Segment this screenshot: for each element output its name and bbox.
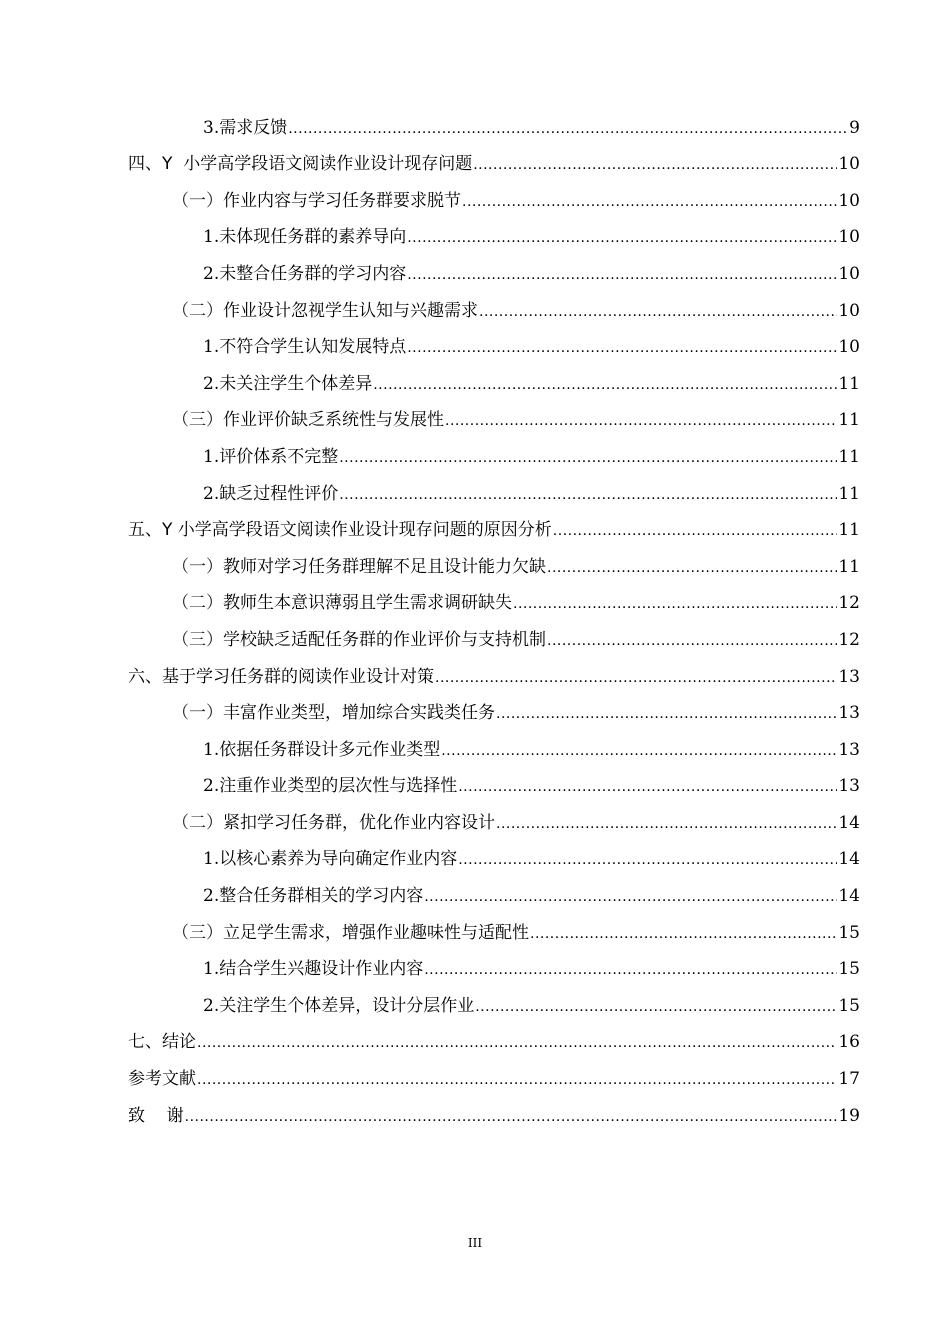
toc-dot-leader	[424, 887, 837, 907]
toc-entry[interactable]	[0, 1059, 950, 1096]
toc-dot-leader	[197, 1033, 837, 1053]
toc-dot-leader	[339, 485, 837, 505]
toc-entry-number: （一）	[172, 703, 223, 724]
toc-entry[interactable]	[0, 474, 950, 511]
toc-entry-line	[203, 264, 860, 285]
toc-entry[interactable]	[0, 254, 950, 291]
toc-entry-line	[172, 703, 860, 724]
toc-dot-leader	[458, 777, 837, 797]
toc-entry[interactable]	[0, 328, 950, 365]
toc-entry-page: 11	[838, 556, 860, 577]
toc-entry-line	[172, 630, 860, 651]
toc-entry-line	[172, 557, 860, 578]
toc-entry[interactable]	[0, 876, 950, 913]
toc-dot-leader	[435, 668, 837, 688]
toc-entry-line	[203, 959, 860, 980]
toc-entry-line	[172, 191, 860, 212]
toc-dot-leader	[373, 375, 837, 395]
toc-entry[interactable]	[0, 840, 950, 877]
toc-entry[interactable]	[0, 657, 950, 694]
toc-dot-leader	[462, 192, 837, 212]
toc-dot-leader	[407, 338, 837, 358]
toc-entry[interactable]	[0, 986, 950, 1023]
toc-entry-title: 结合学生兴趣设计作业内容	[219, 959, 424, 980]
toc-entry-title: Y 小学高学段语文阅读作业设计现存问题	[162, 154, 473, 175]
toc-entry[interactable]	[0, 913, 950, 950]
toc-entry[interactable]	[0, 730, 950, 767]
toc-entry-page: 13	[838, 739, 860, 760]
toc-entry-title: 缺乏过程性评价	[219, 483, 339, 504]
toc-entry-number: （二）	[172, 593, 223, 614]
toc-entry-page: 15	[838, 959, 860, 980]
toc-entry[interactable]	[0, 145, 950, 182]
toc-dot-leader	[530, 924, 837, 944]
toc-entry-title: 致 谢	[128, 1105, 184, 1126]
toc-entry-number: 1.	[203, 959, 220, 980]
toc-entry-number: （三）	[172, 629, 223, 650]
toc-entry-line	[203, 227, 860, 248]
toc-entry-page: 10	[838, 300, 860, 321]
toc-entry-number: 七、	[128, 1032, 162, 1053]
toc-entry-number: 1.	[203, 849, 220, 870]
toc-entry-number: 1.	[203, 337, 220, 358]
toc-entry-line	[128, 520, 860, 541]
toc-entry-page: 13	[838, 666, 860, 687]
toc-entry-page: 10	[838, 263, 860, 284]
toc-entry-title: 紧扣学习任务群，优化作业内容设计	[223, 812, 495, 833]
toc-entry-line	[128, 154, 860, 175]
toc-dot-leader	[407, 228, 837, 248]
toc-entry[interactable]	[0, 511, 950, 548]
toc-entry-number: 四、	[128, 154, 162, 175]
toc-entry-number: 2.	[203, 776, 220, 797]
toc-dot-leader	[496, 704, 837, 724]
toc-entry-number: 1.	[203, 227, 220, 248]
toc-entry-line	[203, 740, 860, 761]
toc-entry-page: 11	[838, 446, 860, 467]
toc-entry[interactable]	[0, 767, 950, 804]
toc-dot-leader	[424, 960, 837, 980]
toc-entry[interactable]	[0, 620, 950, 657]
toc-dot-leader	[513, 594, 837, 614]
toc-entry-line	[203, 484, 860, 505]
toc-entry-line	[128, 667, 860, 688]
toc-dot-leader	[458, 850, 837, 870]
toc-dot-leader	[197, 1070, 837, 1090]
toc-entry-title: 教师对学习任务群理解不足且设计能力欠缺	[223, 556, 546, 577]
toc-entry-number: 2.	[203, 995, 220, 1016]
toc-entry-page: 11	[838, 520, 860, 541]
toc-dot-leader	[441, 741, 837, 761]
toc-entry-number: 1.	[203, 739, 220, 760]
toc-entry[interactable]	[0, 547, 950, 584]
toc-entry-title: 不符合学生认知发展特点	[219, 337, 407, 358]
toc-entry-page: 10	[838, 190, 860, 211]
toc-entry-number: 1.	[203, 446, 220, 467]
toc-entry-line	[172, 813, 860, 834]
toc-entry-line	[203, 374, 860, 395]
toc-dot-leader	[288, 119, 848, 139]
toc-entry-line	[203, 996, 860, 1017]
toc-entry-number: 六、	[128, 666, 162, 687]
toc-entry-line	[203, 337, 860, 358]
toc-entry[interactable]	[0, 584, 950, 621]
toc-entry-line	[128, 1069, 860, 1090]
toc-entry-page: 13	[838, 703, 860, 724]
toc-entry-page: 12	[838, 629, 860, 650]
toc-entry-line	[203, 447, 860, 468]
toc-entry[interactable]	[0, 803, 950, 840]
toc-dot-leader	[185, 1107, 838, 1127]
toc-entry-line	[172, 593, 860, 614]
toc-entry[interactable]	[0, 437, 950, 474]
toc-entry-page: 14	[838, 849, 860, 870]
toc-dot-leader	[473, 155, 837, 175]
toc-entry-title: 评价体系不完整	[219, 446, 339, 467]
toc-entry-number: （一）	[172, 556, 223, 577]
toc-dot-leader	[496, 814, 837, 834]
toc-entry-title: 学校缺乏适配任务群的作业评价与支持机制	[223, 629, 546, 650]
toc-entry-line	[128, 1032, 860, 1053]
toc-entry-page: 19	[838, 1105, 860, 1126]
toc-entry-page: 14	[838, 886, 860, 907]
toc-entry-title: 依据任务群设计多元作业类型	[219, 739, 441, 760]
toc-entry-number: （三）	[172, 410, 223, 431]
toc-entry-title: 基于学习任务群的阅读作业设计对策	[162, 666, 434, 687]
toc-dot-leader	[547, 631, 837, 651]
toc-entry[interactable]	[0, 694, 950, 731]
toc-entry-page: 10	[838, 337, 860, 358]
toc-entry-page: 12	[838, 593, 860, 614]
toc-entry-line	[172, 301, 860, 322]
toc-entry-title: 参考文献	[128, 1069, 196, 1090]
toc-entry[interactable]	[0, 291, 950, 328]
toc-entry-line	[203, 849, 860, 870]
toc-dot-leader	[407, 265, 837, 285]
toc-entry[interactable]	[0, 1096, 950, 1133]
toc-entry-title: 需求反馈	[219, 117, 288, 138]
toc-entry-line	[203, 118, 860, 139]
toc-entry-number: 2.	[203, 373, 220, 394]
toc-entry-page: 11	[838, 483, 860, 504]
toc-entry-page: 9	[849, 117, 860, 138]
toc-entry-number: 2.	[203, 483, 220, 504]
toc-entry-number: （三）	[172, 922, 223, 943]
toc-entry-title: 以核心素养为导向确定作业内容	[219, 849, 458, 870]
toc-dot-leader	[445, 411, 837, 431]
toc-entry-title: 未整合任务群的学习内容	[219, 263, 407, 284]
toc-entry-title: 结论	[162, 1032, 196, 1053]
toc-entry[interactable]	[0, 401, 950, 438]
toc-entry-title: 立足学生需求，增强作业趣味性与适配性	[223, 922, 529, 943]
toc-entry-page: 16	[838, 1032, 860, 1053]
toc-entry-title: 教师生本意识薄弱且学生需求调研缺失	[223, 593, 512, 614]
toc-entry-title: 作业评价缺乏系统性与发展性	[223, 410, 444, 431]
toc-entry-title: 作业设计忽视学生认知与兴趣需求	[223, 300, 478, 321]
toc-entry-line	[203, 776, 860, 797]
toc-entry-title: 作业内容与学习任务群要求脱节	[223, 190, 461, 211]
toc-entry[interactable]	[0, 108, 950, 145]
toc-entry[interactable]	[0, 1023, 950, 1060]
toc-entry-number: 五、	[128, 520, 162, 541]
toc-entry-page: 10	[838, 154, 860, 175]
toc-entry-line	[203, 886, 860, 907]
toc-dot-leader	[553, 521, 838, 541]
toc-entry-page: 15	[838, 995, 860, 1016]
toc-entry-title: Y 小学高学段语文阅读作业设计现存问题的原因分析	[162, 520, 552, 541]
toc-entry-number: （二）	[172, 300, 223, 321]
toc-entry-line	[128, 1106, 860, 1127]
page-number: III	[467, 1236, 483, 1250]
toc-entry-page: 11	[838, 410, 860, 431]
toc-entry-title: 注重作业类型的层次性与选择性	[219, 776, 458, 797]
toc-entry-page: 17	[838, 1069, 860, 1090]
toc-entry-title: 未关注学生个体差异	[219, 373, 373, 394]
toc-dot-leader	[479, 302, 837, 322]
toc-entry-page: 15	[838, 922, 860, 943]
toc-entry-number: 3.	[203, 117, 220, 138]
toc-dot-leader	[339, 448, 837, 468]
table-of-contents	[0, 108, 950, 1133]
toc-entry[interactable]	[0, 218, 950, 255]
toc-entry[interactable]	[0, 950, 950, 987]
toc-entry-page: 11	[838, 373, 860, 394]
toc-entry-page: 13	[838, 776, 860, 797]
toc-entry[interactable]	[0, 181, 950, 218]
toc-entry-title: 未体现任务群的素养导向	[219, 227, 407, 248]
toc-entry[interactable]	[0, 364, 950, 401]
toc-entry-title: 关注学生个体差异，设计分层作业	[219, 995, 475, 1016]
toc-entry-page: 14	[838, 812, 860, 833]
toc-entry-title: 整合任务群相关的学习内容	[219, 886, 424, 907]
toc-dot-leader	[475, 997, 837, 1017]
toc-entry-number: （二）	[172, 812, 223, 833]
toc-entry-line	[172, 410, 860, 431]
toc-entry-number: （一）	[172, 190, 223, 211]
toc-entry-number: 2.	[203, 886, 220, 907]
toc-dot-leader	[547, 558, 837, 578]
toc-entry-line	[172, 923, 860, 944]
toc-entry-page: 10	[838, 227, 860, 248]
toc-entry-number: 2.	[203, 263, 220, 284]
toc-entry-title: 丰富作业类型，增加综合实践类任务	[223, 703, 495, 724]
